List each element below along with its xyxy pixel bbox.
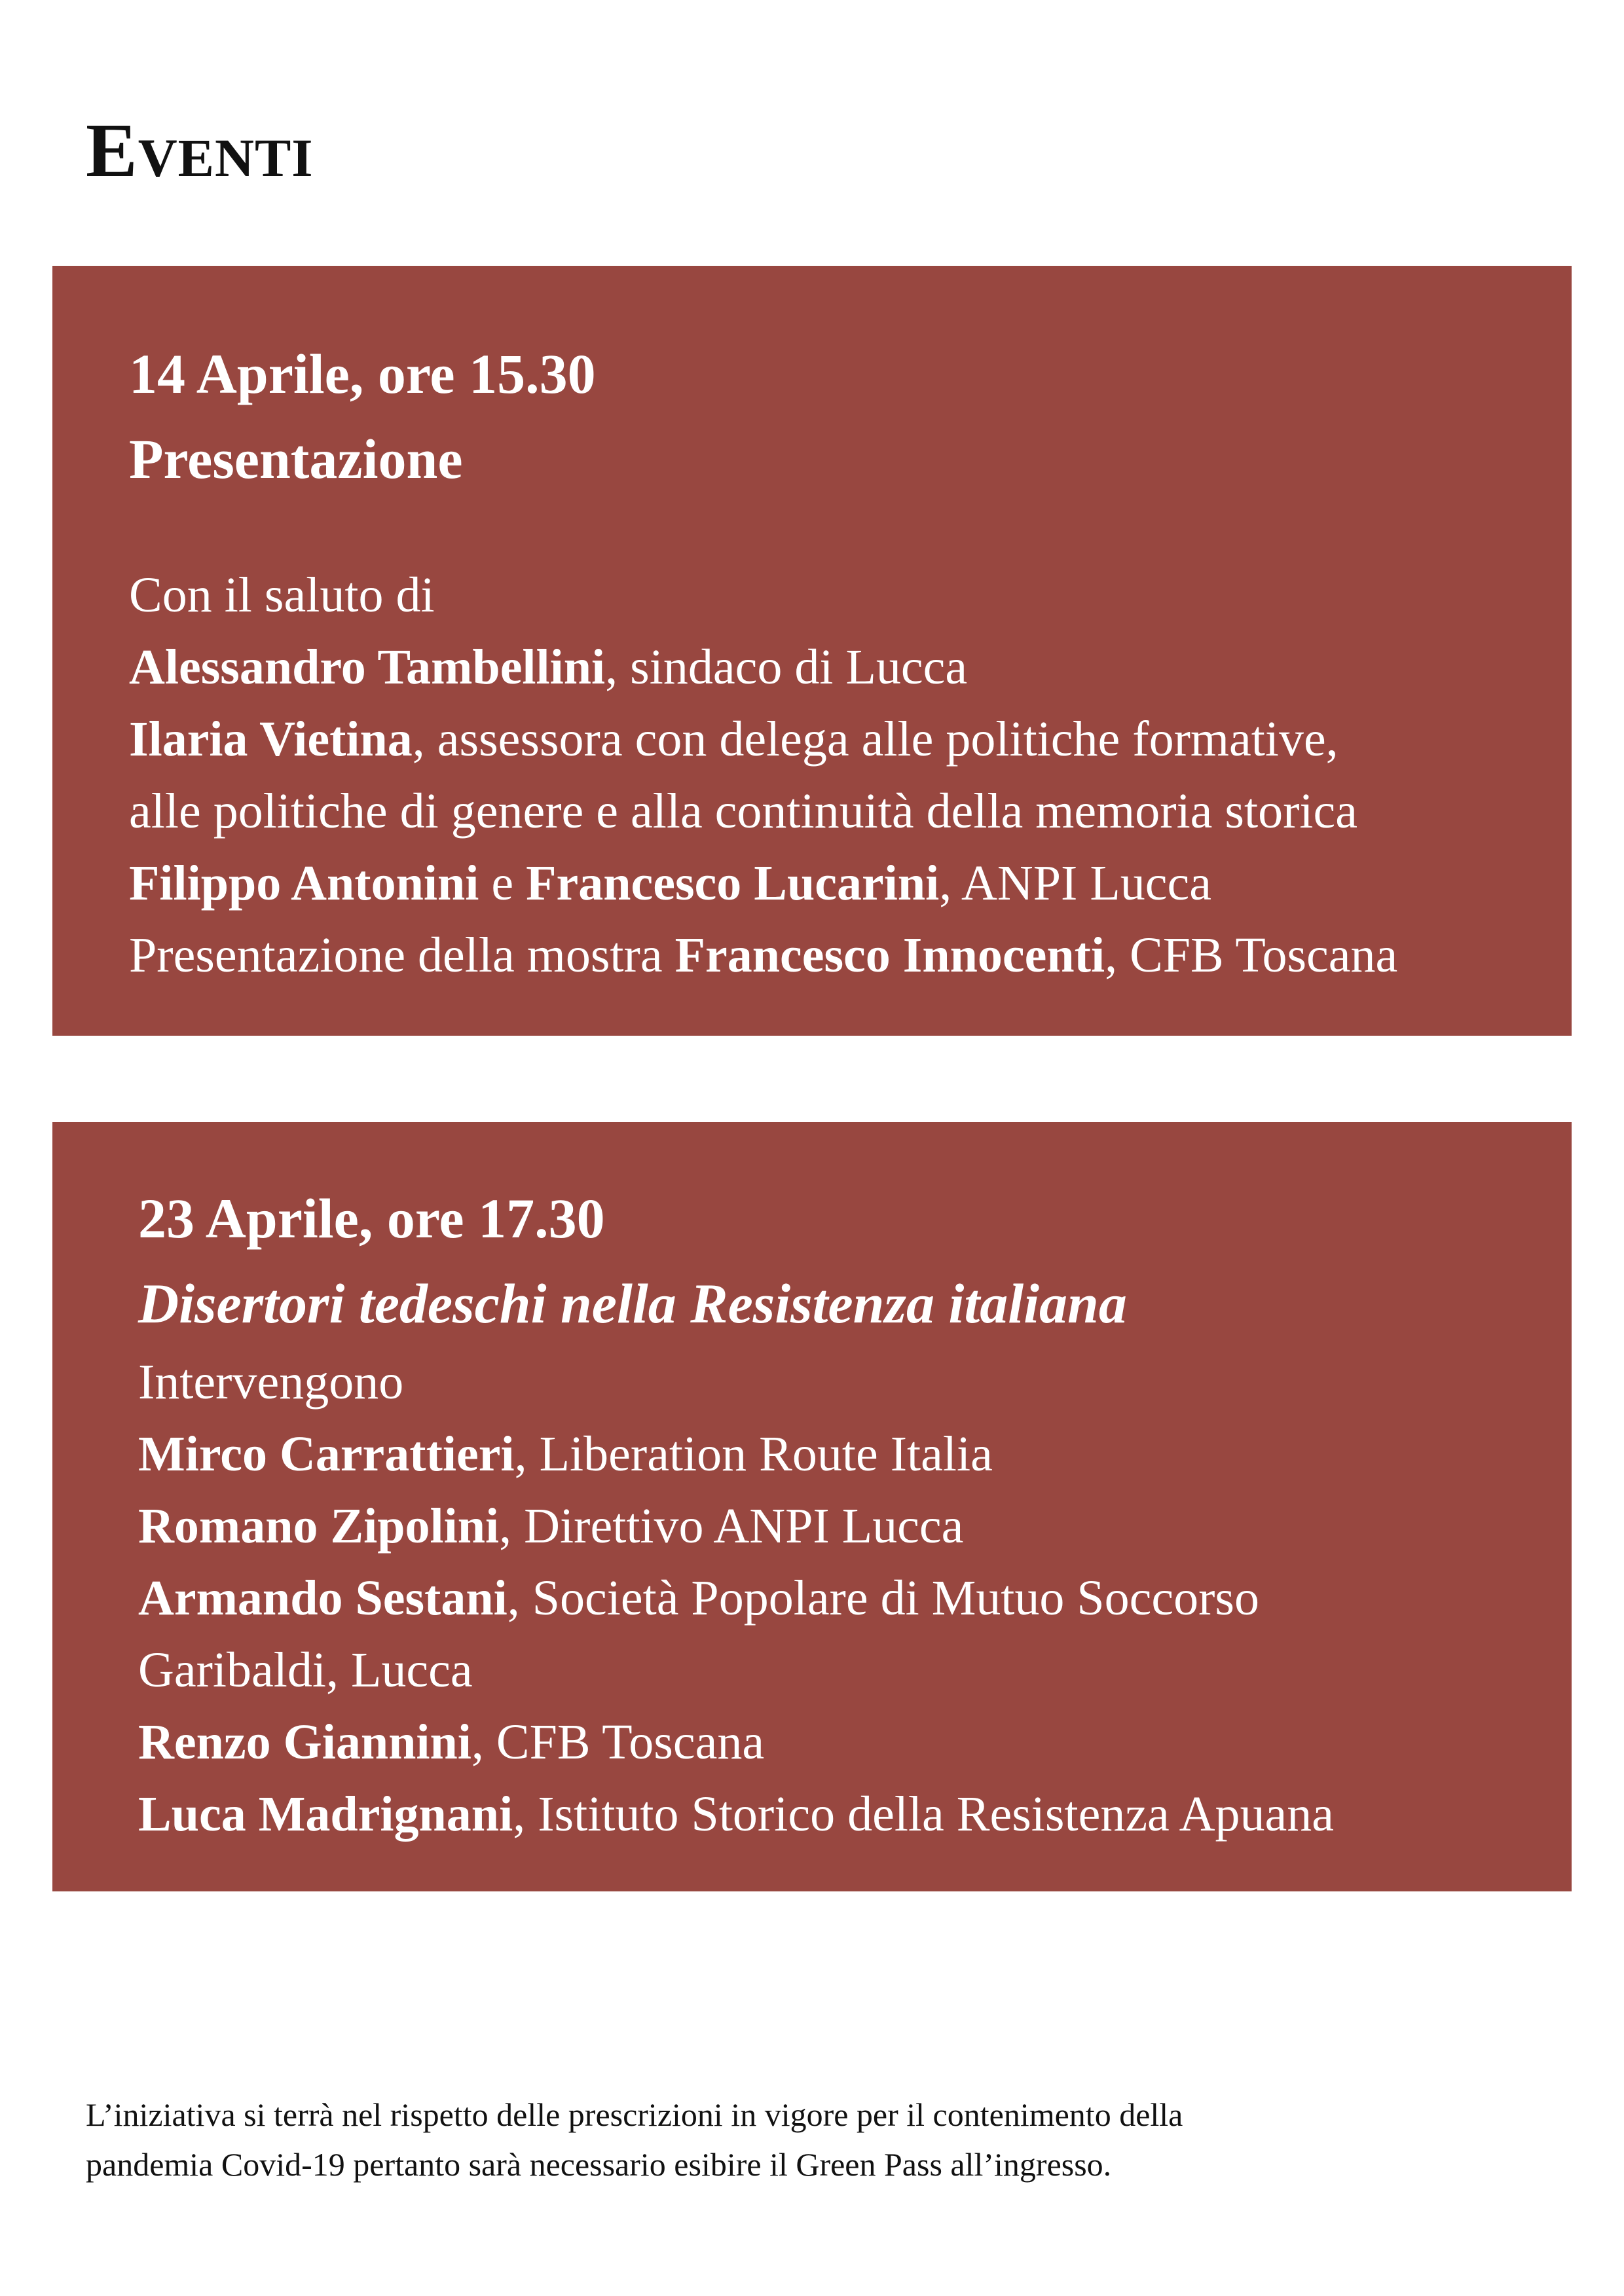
speaker-name: Ilaria Vietina [129,712,413,767]
speaker-name: Mirco Carrattieri [138,1427,515,1482]
event-intro: Intervengono [138,1355,404,1410]
speaker-name: Francesco Lucarini [526,856,940,911]
event-date: 23 Aprile, ore 17.30 [138,1187,605,1250]
page-title: Eventi [86,107,314,193]
speaker-role: , CFB Toscana [471,1715,765,1770]
speaker-prefix: Presentazione della mostra [129,928,675,983]
speaker-role: , Istituto Storico della Resistenza Apuana [513,1787,1334,1842]
event-card-23-aprile [52,1122,1572,1891]
footer-note-line: L’iniziativa si terrà nel rispetto delle prescrizioni in vigore per il contenimento della [86,2096,1183,2133]
speaker-role: , Liberation Route Italia [514,1427,993,1482]
speaker-line [138,1490,1545,1562]
speaker-line [138,1562,1545,1634]
event-title: Presentazione [129,428,463,490]
event-title: Disertori tedeschi nella Resistenza italiana [138,1272,1127,1335]
event-card-14-aprile [52,266,1572,1036]
speaker-role: , CFB Toscana [1105,928,1398,983]
speaker-line [138,1778,1545,1850]
event-date: 14 Aprile, ore 15.30 [129,342,596,405]
speaker-name: Filippo Antonini [129,856,479,911]
footer-note [86,2090,1553,2189]
speaker-role: , Società Popolare di Mutuo Soccorso [507,1571,1260,1626]
speaker-line [129,919,1545,991]
speaker-conjunction: e [479,856,526,911]
speaker-role-continued: alle politiche di genere e alla continuità della memoria storica [129,784,1357,839]
speaker-role: , assessora con delega alle politiche formative, [412,712,1338,767]
speaker-name: Alessandro Tambellini [129,640,606,695]
speaker-role: , ANPI Lucca [939,856,1211,911]
speaker-line [129,847,1545,919]
speaker-line [138,1706,1545,1778]
speaker-line [129,703,1545,775]
speaker-name: Armando Sestani [138,1571,507,1626]
speaker-name: Francesco Innocenti [674,928,1105,983]
speaker-role: , sindaco di Lucca [605,640,968,695]
speaker-line [129,631,1545,703]
speaker-name: Renzo Giannini [138,1715,471,1770]
footer-note-line: pandemia Covid-19 pertanto sarà necessario esibire il Green Pass all’ingresso. [86,2146,1112,2183]
event-intro: Con il saluto di [129,568,435,623]
speaker-role: , Direttivo ANPI Lucca [499,1499,964,1554]
speaker-name: Romano Zipolini [138,1499,500,1554]
speaker-name: Luca Madrignani [138,1787,513,1842]
speaker-role-continued: Garibaldi, Lucca [138,1643,473,1698]
speaker-line [138,1418,1545,1490]
